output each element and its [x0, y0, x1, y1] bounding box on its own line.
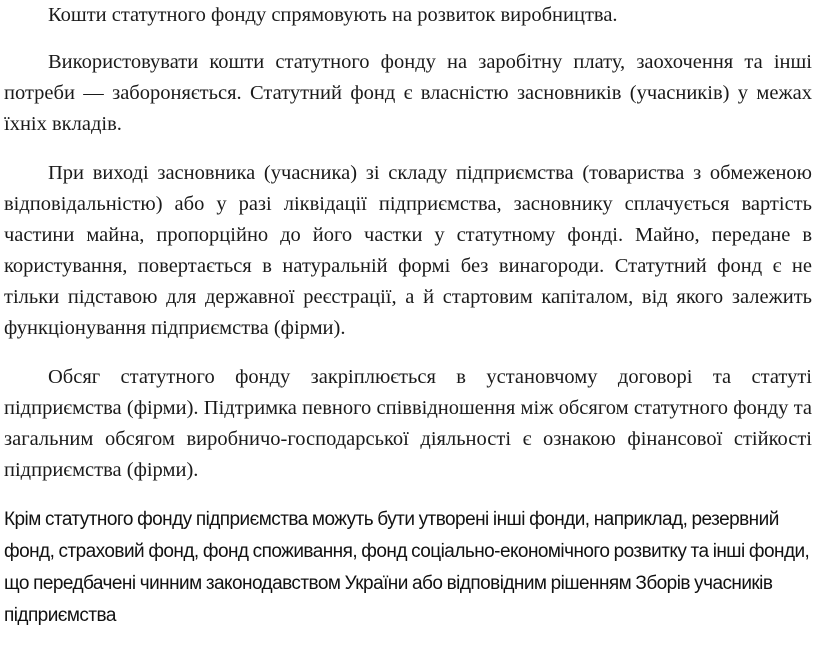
paragraph-other-funds: Крім статутного фонду підприємства можуть бути утворені інші фонди, наприклад, резервний фонд, страховий фонд, фонд споживання, фонд соціально-економічного розвитку та інші фонди, що передбачені чинним законодавством України або відповідним рішенням Зборів учасників підприємства [4, 509, 810, 626]
paragraph-purpose: Кошти статутного фонду спрямовують на розвиток виробництва. [48, 4, 618, 26]
paragraph-fund-volume: Обсяг статутного фонду закріплюється в установчому договорі та статуті підприємства (фірми). Підтримка певного співвідношення між обсягом статутного фонду та загальним обсягом виробничо-господарської діяльності є ознакою фінансової стійкості підприємства (фірми). [4, 366, 812, 481]
paragraph-founder-exit: При виході засновника (учасника) зі складу підприємства (товариства з обмеженою відповідальністю) або у разі ліквідації підприємства, засновнику сплачується вартість частини майна, пропорційно до його частки у статутному фонді. Майно, передане в користування, повертається в натуральній формі без винагороди. Статутний фонд є не тільки підставою для державної реєстрації, а й стартовим капіталом, від якого залежить функціонування підприємства (фірми). [4, 162, 812, 339]
paragraph-restrictions: Використовувати кошти статутного фонду на заробітну плату, заохочення та інші потреби — забороняється. Статутний фонд є власністю засновників (учасників) у межах їхніх вкладів. [4, 51, 812, 135]
